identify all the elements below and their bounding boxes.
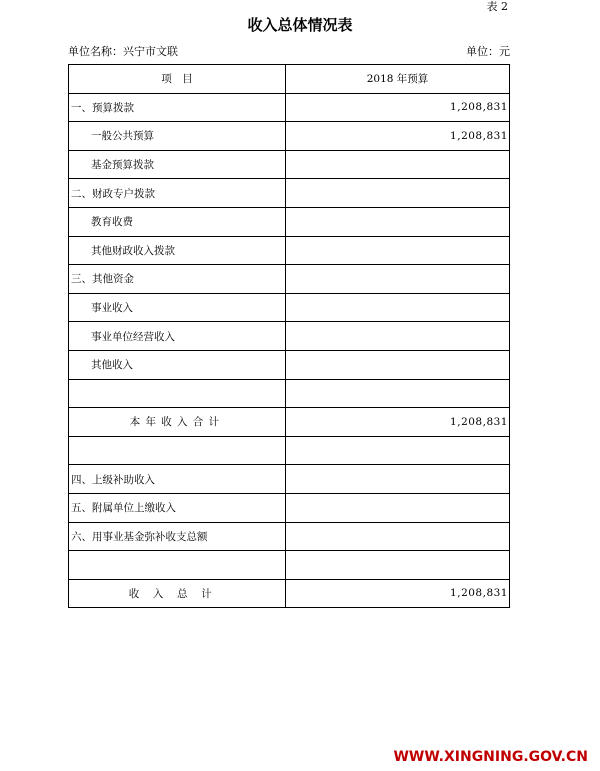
table-row — [69, 350, 510, 379]
row-label — [69, 379, 286, 408]
row-value — [286, 150, 510, 179]
total-row — [69, 579, 510, 608]
row-label: 四、上级补助收入 — [69, 465, 286, 494]
table-header-row — [69, 65, 510, 94]
page-title: 收入总体情况表 — [247, 16, 353, 34]
table-row — [69, 293, 510, 322]
row-label: 六、用事业基金弥补收支总额 — [69, 522, 286, 551]
row-value — [286, 265, 510, 294]
table-row — [69, 207, 510, 236]
table-row — [69, 150, 510, 179]
site-watermark: WWW.XINGNING.GOV.CN — [393, 749, 588, 765]
table-number: 表 2 — [486, 0, 508, 13]
row-value — [286, 350, 510, 379]
row-label — [69, 436, 286, 465]
row-label: 教育收费 — [69, 207, 286, 236]
table-row — [69, 436, 510, 465]
table-row — [69, 122, 510, 151]
table-row — [69, 551, 510, 580]
row-label: 三、其他资金 — [69, 265, 286, 294]
table-row — [69, 179, 510, 208]
row-label: 二、财政专户拨款 — [69, 179, 286, 208]
row-value — [286, 293, 510, 322]
row-label: 事业单位经营收入 — [69, 322, 286, 351]
subtotal-label: 本年收入合计 — [69, 408, 286, 437]
row-value: 1,208,831 — [286, 122, 510, 151]
subtotal-value: 1,208,831 — [286, 408, 510, 437]
unit-name: 单位名称：兴宁市文联 — [68, 45, 178, 58]
row-value — [286, 465, 510, 494]
row-label: 基金预算拨款 — [69, 150, 286, 179]
row-label: 其他收入 — [69, 350, 286, 379]
row-value — [286, 379, 510, 408]
row-label: 五、附属单位上缴收入 — [69, 493, 286, 522]
row-label: 事业收入 — [69, 293, 286, 322]
row-value — [286, 522, 510, 551]
table-row — [69, 93, 510, 122]
table-row — [69, 265, 510, 294]
row-label: 一般公共预算 — [69, 122, 286, 151]
row-value — [286, 207, 510, 236]
row-label — [69, 551, 286, 580]
subtotal-row — [69, 408, 510, 437]
header-budget: 2018 年预算 — [286, 65, 510, 94]
table-row — [69, 379, 510, 408]
header-item: 项 目 — [69, 65, 286, 94]
row-label: 一、预算拨款 — [69, 93, 286, 122]
total-label: 收入总计 — [69, 579, 286, 608]
table-row — [69, 322, 510, 351]
table-row — [69, 465, 510, 494]
row-value — [286, 322, 510, 351]
income-summary-table — [68, 64, 510, 608]
table-row — [69, 522, 510, 551]
table-row — [69, 493, 510, 522]
row-value — [286, 493, 510, 522]
table-row — [69, 236, 510, 265]
row-value — [286, 551, 510, 580]
unit-currency: 单位：元 — [466, 45, 510, 58]
row-value: 1,208,831 — [286, 93, 510, 122]
total-value: 1,208,831 — [286, 579, 510, 608]
row-value — [286, 236, 510, 265]
row-value — [286, 179, 510, 208]
row-label: 其他财政收入拨款 — [69, 236, 286, 265]
row-value — [286, 436, 510, 465]
